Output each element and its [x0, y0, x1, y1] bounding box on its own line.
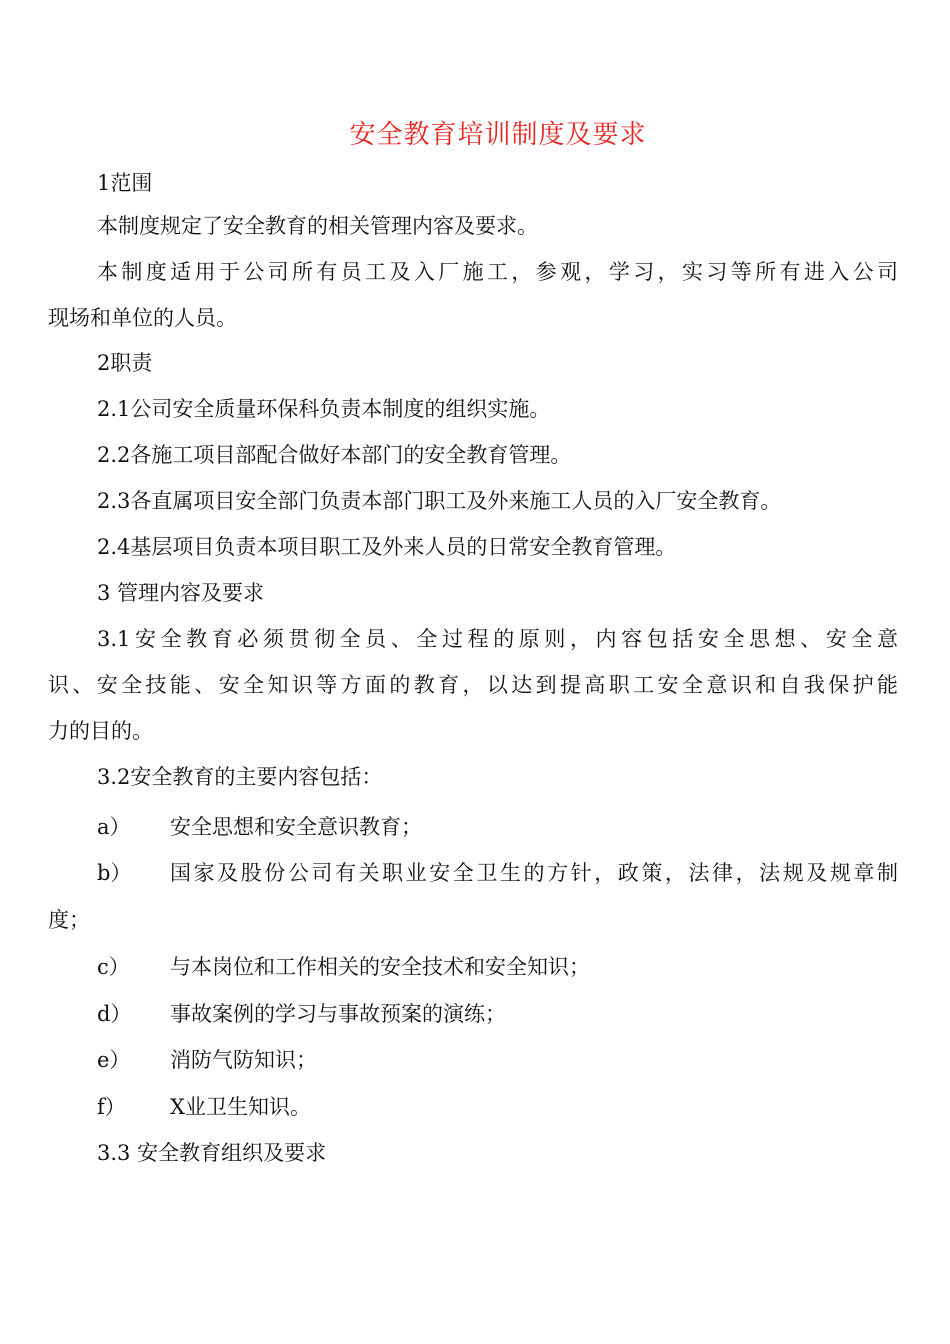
section-1-heading: 1范围: [97, 171, 153, 195]
section-3-1-line-2: 识、安全技能、安全知识等方面的教育，以达到提高职工安全意识和自我保护能: [48, 673, 898, 697]
list-marker-c: c）: [97, 955, 130, 979]
list-marker-a: a）: [97, 815, 131, 839]
section-3-1-line-1: 3.1安全教育必须贯彻全员、全过程的原则，内容包括安全思想、安全意: [97, 627, 898, 651]
section-2-item-1: 2.1公司安全质量环保科负责本制度的组织实施。: [97, 397, 551, 421]
list-item-d: 事故案例的学习与事故预案的演练；: [170, 1002, 506, 1026]
list-item-c: 与本岗位和工作相关的安全技术和安全知识；: [170, 955, 590, 979]
section-3-2-heading: 3.2安全教育的主要内容包括：: [97, 765, 383, 789]
list-item-b-continuation: 度；: [48, 908, 90, 932]
section-3-3-heading: 3.3 安全教育组织及要求: [97, 1141, 327, 1165]
section-2-heading: 2职责: [97, 351, 153, 375]
section-3-1-line-3: 力的目的。: [48, 719, 153, 743]
document-title: 安全教育培训制度及要求: [349, 120, 647, 150]
list-item-b: 国家及股份公司有关职业安全卫生的方针，政策，法律，法规及规章制: [170, 861, 898, 885]
section-2-item-3: 2.3各直属项目安全部门负责本部门职工及外来施工人员的入厂安全教育。: [97, 489, 782, 513]
section-3-heading: 3 管理内容及要求: [97, 581, 265, 605]
section-1-paragraph-1: 本制度规定了安全教育的相关管理内容及要求。: [97, 214, 538, 238]
section-1-paragraph-2-line-2: 现场和单位的人员。: [48, 306, 237, 330]
list-marker-f: f）: [97, 1095, 126, 1119]
list-marker-d: d）: [97, 1002, 132, 1026]
list-item-a: 安全思想和安全意识教育；: [170, 815, 422, 839]
list-marker-e: e）: [97, 1048, 131, 1072]
section-2-item-2: 2.2各施工项目部配合做好本部门的安全教育管理。: [97, 443, 572, 467]
list-item-e: 消防气防知识；: [170, 1048, 317, 1072]
section-2-item-4: 2.4基层项目负责本项目职工及外来人员的日常安全教育管理。: [97, 535, 677, 559]
list-item-f: X业卫生知识。: [170, 1095, 311, 1119]
section-1-paragraph-2-line-1: 本制度适用于公司所有员工及入厂施工，参观，学习，实习等所有进入公司: [97, 260, 898, 284]
list-marker-b: b）: [97, 861, 132, 885]
